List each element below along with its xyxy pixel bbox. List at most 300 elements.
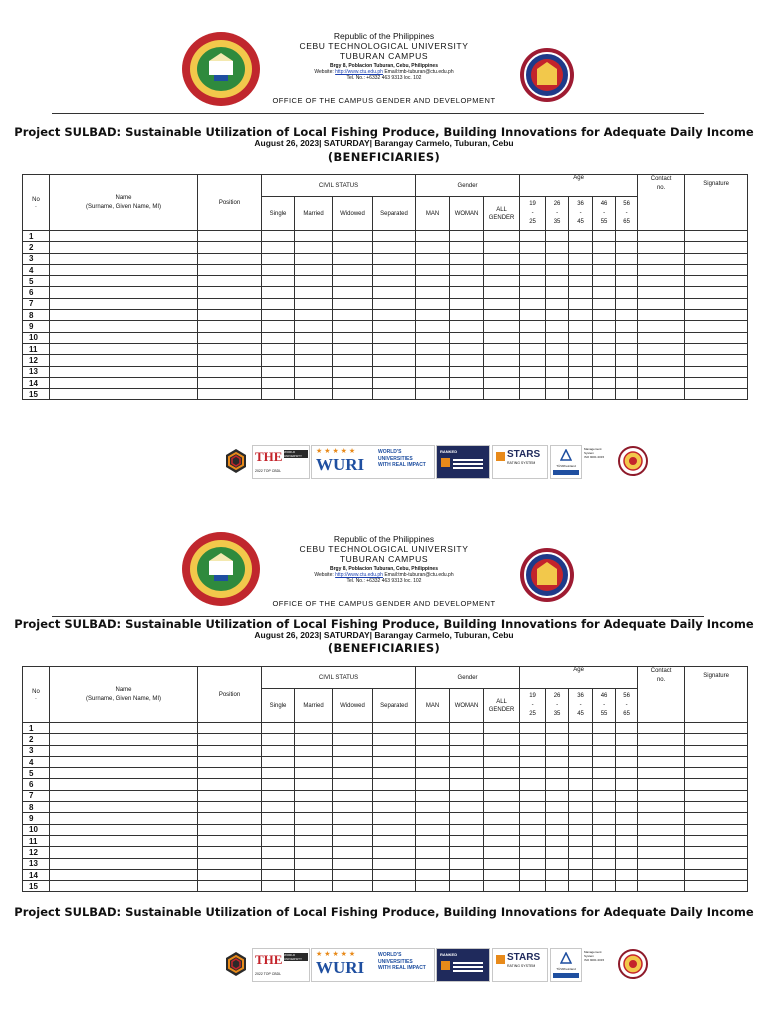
blank-cell[interactable] <box>450 779 484 790</box>
blank-cell[interactable] <box>546 734 569 745</box>
blank-cell[interactable] <box>50 768 198 779</box>
blank-cell[interactable] <box>638 276 685 287</box>
blank-cell[interactable] <box>569 389 593 400</box>
website-link[interactable]: http://www.ctu.edu.ph <box>335 572 383 578</box>
blank-cell[interactable] <box>685 231 748 242</box>
blank-cell[interactable] <box>616 756 638 767</box>
blank-cell[interactable] <box>450 869 484 880</box>
blank-cell[interactable] <box>262 355 295 366</box>
blank-cell[interactable] <box>593 264 616 275</box>
blank-cell[interactable] <box>638 389 685 400</box>
blank-cell[interactable] <box>546 242 569 253</box>
blank-cell[interactable] <box>295 802 333 813</box>
blank-cell[interactable] <box>685 242 748 253</box>
blank-cell[interactable] <box>50 276 198 287</box>
blank-cell[interactable] <box>295 824 333 835</box>
blank-cell[interactable] <box>638 881 685 892</box>
blank-cell[interactable] <box>484 745 520 756</box>
blank-cell[interactable] <box>520 366 546 377</box>
blank-cell[interactable] <box>616 881 638 892</box>
blank-cell[interactable] <box>373 377 416 388</box>
blank-cell[interactable] <box>295 881 333 892</box>
blank-cell[interactable] <box>484 310 520 321</box>
blank-cell[interactable] <box>520 756 546 767</box>
blank-cell[interactable] <box>450 276 484 287</box>
blank-cell[interactable] <box>262 287 295 298</box>
blank-cell[interactable] <box>416 745 450 756</box>
blank-cell[interactable] <box>569 723 593 734</box>
blank-cell[interactable] <box>685 253 748 264</box>
blank-cell[interactable] <box>569 355 593 366</box>
blank-cell[interactable] <box>262 768 295 779</box>
blank-cell[interactable] <box>546 869 569 880</box>
blank-cell[interactable] <box>569 734 593 745</box>
blank-cell[interactable] <box>416 858 450 869</box>
blank-cell[interactable] <box>198 264 262 275</box>
blank-cell[interactable] <box>569 366 593 377</box>
blank-cell[interactable] <box>262 847 295 858</box>
blank-cell[interactable] <box>593 756 616 767</box>
blank-cell[interactable] <box>295 745 333 756</box>
blank-cell[interactable] <box>198 813 262 824</box>
blank-cell[interactable] <box>569 756 593 767</box>
blank-cell[interactable] <box>616 321 638 332</box>
blank-cell[interactable] <box>520 824 546 835</box>
blank-cell[interactable] <box>262 321 295 332</box>
blank-cell[interactable] <box>616 858 638 869</box>
blank-cell[interactable] <box>50 858 198 869</box>
blank-cell[interactable] <box>616 723 638 734</box>
blank-cell[interactable] <box>685 813 748 824</box>
blank-cell[interactable] <box>198 858 262 869</box>
blank-cell[interactable] <box>484 869 520 880</box>
blank-cell[interactable] <box>416 377 450 388</box>
blank-cell[interactable] <box>484 790 520 801</box>
blank-cell[interactable] <box>416 824 450 835</box>
blank-cell[interactable] <box>520 298 546 309</box>
blank-cell[interactable] <box>416 734 450 745</box>
blank-cell[interactable] <box>685 745 748 756</box>
blank-cell[interactable] <box>295 813 333 824</box>
blank-cell[interactable] <box>616 377 638 388</box>
blank-cell[interactable] <box>50 287 198 298</box>
blank-cell[interactable] <box>484 343 520 354</box>
blank-cell[interactable] <box>616 389 638 400</box>
blank-cell[interactable] <box>262 881 295 892</box>
blank-cell[interactable] <box>373 779 416 790</box>
blank-cell[interactable] <box>593 847 616 858</box>
blank-cell[interactable] <box>569 287 593 298</box>
blank-cell[interactable] <box>638 298 685 309</box>
blank-cell[interactable] <box>616 343 638 354</box>
blank-cell[interactable] <box>333 858 373 869</box>
blank-cell[interactable] <box>593 355 616 366</box>
blank-cell[interactable] <box>593 813 616 824</box>
blank-cell[interactable] <box>295 389 333 400</box>
blank-cell[interactable] <box>569 231 593 242</box>
blank-cell[interactable] <box>333 276 373 287</box>
blank-cell[interactable] <box>569 310 593 321</box>
blank-cell[interactable] <box>450 264 484 275</box>
blank-cell[interactable] <box>484 377 520 388</box>
blank-cell[interactable] <box>520 253 546 264</box>
blank-cell[interactable] <box>484 242 520 253</box>
blank-cell[interactable] <box>546 858 569 869</box>
blank-cell[interactable] <box>198 332 262 343</box>
blank-cell[interactable] <box>616 824 638 835</box>
blank-cell[interactable] <box>450 343 484 354</box>
blank-cell[interactable] <box>546 745 569 756</box>
blank-cell[interactable] <box>198 389 262 400</box>
blank-cell[interactable] <box>416 723 450 734</box>
blank-cell[interactable] <box>685 779 748 790</box>
blank-cell[interactable] <box>569 824 593 835</box>
blank-cell[interactable] <box>569 332 593 343</box>
blank-cell[interactable] <box>295 242 333 253</box>
blank-cell[interactable] <box>546 813 569 824</box>
blank-cell[interactable] <box>546 881 569 892</box>
blank-cell[interactable] <box>638 847 685 858</box>
blank-cell[interactable] <box>198 343 262 354</box>
blank-cell[interactable] <box>484 734 520 745</box>
blank-cell[interactable] <box>333 779 373 790</box>
blank-cell[interactable] <box>333 802 373 813</box>
blank-cell[interactable] <box>685 835 748 846</box>
blank-cell[interactable] <box>416 790 450 801</box>
blank-cell[interactable] <box>638 343 685 354</box>
blank-cell[interactable] <box>198 779 262 790</box>
blank-cell[interactable] <box>616 847 638 858</box>
blank-cell[interactable] <box>569 745 593 756</box>
blank-cell[interactable] <box>373 231 416 242</box>
blank-cell[interactable] <box>685 756 748 767</box>
blank-cell[interactable] <box>198 321 262 332</box>
blank-cell[interactable] <box>520 790 546 801</box>
blank-cell[interactable] <box>373 745 416 756</box>
blank-cell[interactable] <box>450 310 484 321</box>
blank-cell[interactable] <box>569 835 593 846</box>
blank-cell[interactable] <box>616 310 638 321</box>
blank-cell[interactable] <box>333 824 373 835</box>
blank-cell[interactable] <box>198 734 262 745</box>
blank-cell[interactable] <box>198 298 262 309</box>
blank-cell[interactable] <box>638 745 685 756</box>
blank-cell[interactable] <box>295 276 333 287</box>
blank-cell[interactable] <box>262 310 295 321</box>
blank-cell[interactable] <box>50 377 198 388</box>
blank-cell[interactable] <box>262 802 295 813</box>
blank-cell[interactable] <box>484 881 520 892</box>
blank-cell[interactable] <box>484 768 520 779</box>
blank-cell[interactable] <box>484 287 520 298</box>
blank-cell[interactable] <box>484 321 520 332</box>
blank-cell[interactable] <box>450 332 484 343</box>
blank-cell[interactable] <box>484 253 520 264</box>
blank-cell[interactable] <box>373 734 416 745</box>
blank-cell[interactable] <box>333 321 373 332</box>
blank-cell[interactable] <box>546 355 569 366</box>
blank-cell[interactable] <box>520 869 546 880</box>
blank-cell[interactable] <box>450 813 484 824</box>
blank-cell[interactable] <box>416 366 450 377</box>
blank-cell[interactable] <box>295 253 333 264</box>
blank-cell[interactable] <box>638 756 685 767</box>
blank-cell[interactable] <box>295 321 333 332</box>
blank-cell[interactable] <box>373 813 416 824</box>
blank-cell[interactable] <box>593 253 616 264</box>
blank-cell[interactable] <box>593 310 616 321</box>
blank-cell[interactable] <box>685 287 748 298</box>
blank-cell[interactable] <box>373 835 416 846</box>
blank-cell[interactable] <box>295 355 333 366</box>
blank-cell[interactable] <box>569 298 593 309</box>
blank-cell[interactable] <box>685 858 748 869</box>
blank-cell[interactable] <box>546 389 569 400</box>
blank-cell[interactable] <box>520 332 546 343</box>
blank-cell[interactable] <box>262 264 295 275</box>
blank-cell[interactable] <box>616 264 638 275</box>
blank-cell[interactable] <box>546 835 569 846</box>
blank-cell[interactable] <box>520 813 546 824</box>
blank-cell[interactable] <box>450 768 484 779</box>
blank-cell[interactable] <box>295 343 333 354</box>
blank-cell[interactable] <box>638 310 685 321</box>
blank-cell[interactable] <box>520 377 546 388</box>
blank-cell[interactable] <box>685 802 748 813</box>
blank-cell[interactable] <box>333 343 373 354</box>
blank-cell[interactable] <box>685 734 748 745</box>
blank-cell[interactable] <box>50 881 198 892</box>
blank-cell[interactable] <box>295 377 333 388</box>
blank-cell[interactable] <box>546 287 569 298</box>
blank-cell[interactable] <box>520 723 546 734</box>
blank-cell[interactable] <box>546 790 569 801</box>
blank-cell[interactable] <box>520 835 546 846</box>
blank-cell[interactable] <box>50 389 198 400</box>
blank-cell[interactable] <box>295 869 333 880</box>
blank-cell[interactable] <box>50 734 198 745</box>
blank-cell[interactable] <box>416 779 450 790</box>
blank-cell[interactable] <box>198 847 262 858</box>
blank-cell[interactable] <box>638 790 685 801</box>
blank-cell[interactable] <box>546 321 569 332</box>
blank-cell[interactable] <box>262 813 295 824</box>
blank-cell[interactable] <box>333 790 373 801</box>
blank-cell[interactable] <box>569 779 593 790</box>
blank-cell[interactable] <box>520 389 546 400</box>
blank-cell[interactable] <box>616 231 638 242</box>
blank-cell[interactable] <box>373 881 416 892</box>
blank-cell[interactable] <box>569 377 593 388</box>
blank-cell[interactable] <box>593 389 616 400</box>
blank-cell[interactable] <box>685 310 748 321</box>
blank-cell[interactable] <box>450 355 484 366</box>
blank-cell[interactable] <box>450 858 484 869</box>
blank-cell[interactable] <box>616 802 638 813</box>
blank-cell[interactable] <box>569 813 593 824</box>
blank-cell[interactable] <box>50 869 198 880</box>
blank-cell[interactable] <box>484 231 520 242</box>
blank-cell[interactable] <box>638 858 685 869</box>
blank-cell[interactable] <box>198 756 262 767</box>
blank-cell[interactable] <box>546 824 569 835</box>
blank-cell[interactable] <box>295 790 333 801</box>
blank-cell[interactable] <box>416 276 450 287</box>
blank-cell[interactable] <box>569 881 593 892</box>
blank-cell[interactable] <box>262 869 295 880</box>
blank-cell[interactable] <box>638 355 685 366</box>
blank-cell[interactable] <box>616 745 638 756</box>
blank-cell[interactable] <box>450 824 484 835</box>
blank-cell[interactable] <box>198 355 262 366</box>
blank-cell[interactable] <box>50 745 198 756</box>
blank-cell[interactable] <box>198 310 262 321</box>
blank-cell[interactable] <box>616 253 638 264</box>
blank-cell[interactable] <box>546 779 569 790</box>
blank-cell[interactable] <box>373 790 416 801</box>
blank-cell[interactable] <box>520 242 546 253</box>
blank-cell[interactable] <box>520 779 546 790</box>
blank-cell[interactable] <box>198 835 262 846</box>
blank-cell[interactable] <box>484 389 520 400</box>
blank-cell[interactable] <box>262 253 295 264</box>
blank-cell[interactable] <box>262 389 295 400</box>
blank-cell[interactable] <box>546 264 569 275</box>
blank-cell[interactable] <box>50 790 198 801</box>
blank-cell[interactable] <box>198 745 262 756</box>
blank-cell[interactable] <box>546 310 569 321</box>
blank-cell[interactable] <box>198 802 262 813</box>
blank-cell[interactable] <box>50 253 198 264</box>
blank-cell[interactable] <box>262 298 295 309</box>
blank-cell[interactable] <box>198 768 262 779</box>
blank-cell[interactable] <box>262 231 295 242</box>
blank-cell[interactable] <box>262 276 295 287</box>
blank-cell[interactable] <box>333 377 373 388</box>
blank-cell[interactable] <box>262 824 295 835</box>
blank-cell[interactable] <box>333 756 373 767</box>
blank-cell[interactable] <box>262 366 295 377</box>
blank-cell[interactable] <box>373 242 416 253</box>
blank-cell[interactable] <box>416 264 450 275</box>
blank-cell[interactable] <box>50 332 198 343</box>
blank-cell[interactable] <box>616 242 638 253</box>
blank-cell[interactable] <box>638 723 685 734</box>
blank-cell[interactable] <box>638 264 685 275</box>
blank-cell[interactable] <box>373 366 416 377</box>
blank-cell[interactable] <box>638 734 685 745</box>
blank-cell[interactable] <box>333 242 373 253</box>
blank-cell[interactable] <box>593 734 616 745</box>
blank-cell[interactable] <box>295 231 333 242</box>
blank-cell[interactable] <box>333 332 373 343</box>
blank-cell[interactable] <box>546 756 569 767</box>
blank-cell[interactable] <box>520 343 546 354</box>
blank-cell[interactable] <box>198 824 262 835</box>
blank-cell[interactable] <box>295 835 333 846</box>
blank-cell[interactable] <box>685 366 748 377</box>
blank-cell[interactable] <box>416 835 450 846</box>
blank-cell[interactable] <box>520 264 546 275</box>
blank-cell[interactable] <box>593 276 616 287</box>
blank-cell[interactable] <box>546 802 569 813</box>
blank-cell[interactable] <box>295 847 333 858</box>
blank-cell[interactable] <box>333 264 373 275</box>
blank-cell[interactable] <box>593 790 616 801</box>
blank-cell[interactable] <box>685 264 748 275</box>
blank-cell[interactable] <box>593 779 616 790</box>
blank-cell[interactable] <box>593 745 616 756</box>
blank-cell[interactable] <box>450 366 484 377</box>
blank-cell[interactable] <box>484 366 520 377</box>
blank-cell[interactable] <box>616 287 638 298</box>
blank-cell[interactable] <box>569 321 593 332</box>
blank-cell[interactable] <box>484 802 520 813</box>
blank-cell[interactable] <box>373 298 416 309</box>
blank-cell[interactable] <box>416 813 450 824</box>
blank-cell[interactable] <box>520 276 546 287</box>
blank-cell[interactable] <box>546 377 569 388</box>
blank-cell[interactable] <box>416 321 450 332</box>
blank-cell[interactable] <box>593 298 616 309</box>
blank-cell[interactable] <box>450 847 484 858</box>
blank-cell[interactable] <box>638 231 685 242</box>
blank-cell[interactable] <box>520 287 546 298</box>
blank-cell[interactable] <box>638 869 685 880</box>
blank-cell[interactable] <box>333 813 373 824</box>
blank-cell[interactable] <box>198 287 262 298</box>
blank-cell[interactable] <box>520 858 546 869</box>
blank-cell[interactable] <box>638 802 685 813</box>
blank-cell[interactable] <box>450 231 484 242</box>
blank-cell[interactable] <box>593 723 616 734</box>
blank-cell[interactable] <box>546 723 569 734</box>
blank-cell[interactable] <box>333 723 373 734</box>
blank-cell[interactable] <box>450 734 484 745</box>
blank-cell[interactable] <box>373 287 416 298</box>
blank-cell[interactable] <box>685 723 748 734</box>
blank-cell[interactable] <box>373 847 416 858</box>
blank-cell[interactable] <box>50 813 198 824</box>
blank-cell[interactable] <box>373 723 416 734</box>
blank-cell[interactable] <box>593 377 616 388</box>
blank-cell[interactable] <box>484 824 520 835</box>
blank-cell[interactable] <box>333 768 373 779</box>
blank-cell[interactable] <box>50 321 198 332</box>
blank-cell[interactable] <box>450 242 484 253</box>
blank-cell[interactable] <box>546 276 569 287</box>
blank-cell[interactable] <box>484 332 520 343</box>
blank-cell[interactable] <box>416 343 450 354</box>
blank-cell[interactable] <box>484 858 520 869</box>
blank-cell[interactable] <box>616 332 638 343</box>
blank-cell[interactable] <box>593 321 616 332</box>
blank-cell[interactable] <box>295 366 333 377</box>
blank-cell[interactable] <box>520 768 546 779</box>
blank-cell[interactable] <box>50 779 198 790</box>
blank-cell[interactable] <box>569 869 593 880</box>
blank-cell[interactable] <box>50 242 198 253</box>
blank-cell[interactable] <box>638 332 685 343</box>
blank-cell[interactable] <box>416 253 450 264</box>
blank-cell[interactable] <box>450 298 484 309</box>
blank-cell[interactable] <box>484 355 520 366</box>
blank-cell[interactable] <box>262 745 295 756</box>
blank-cell[interactable] <box>685 377 748 388</box>
blank-cell[interactable] <box>685 343 748 354</box>
blank-cell[interactable] <box>295 858 333 869</box>
blank-cell[interactable] <box>262 779 295 790</box>
